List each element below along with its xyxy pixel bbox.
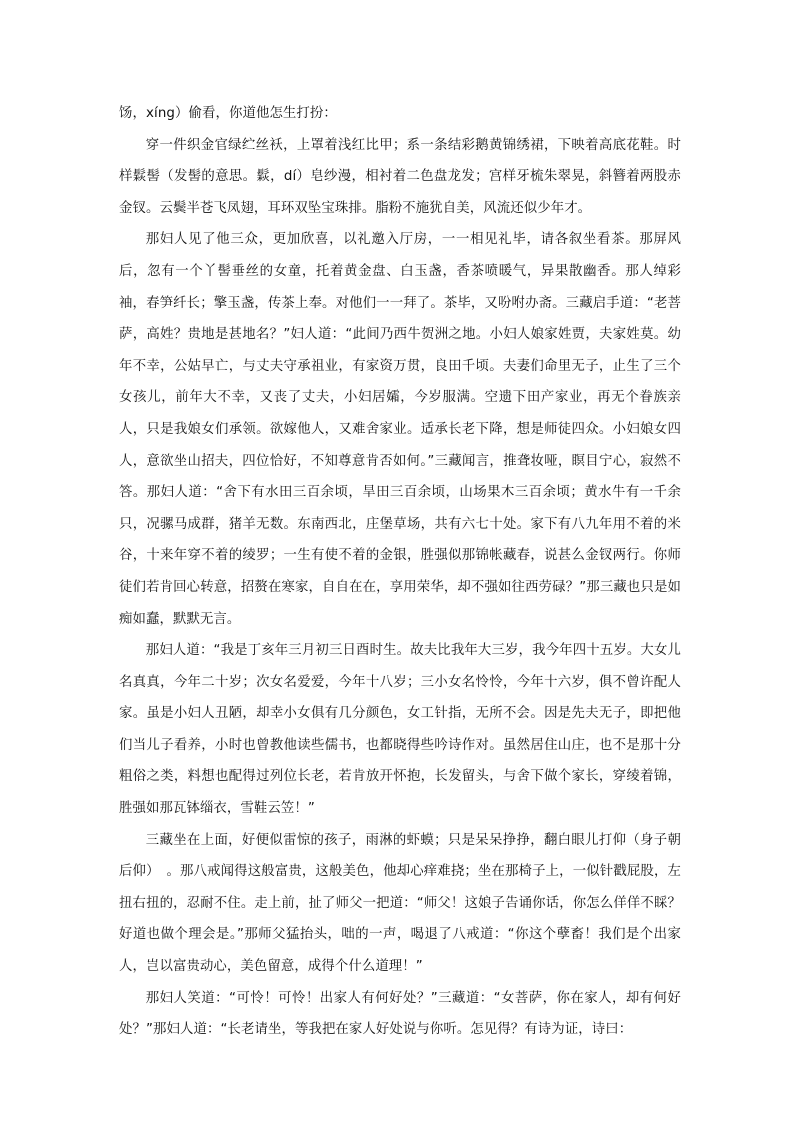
paragraph-4: 三藏坐在上面，好便似雷惊的孩子，雨淋的虾蟆；只是呆呆挣挣，翻白眼儿打仰（身子朝后仰） 。那八戒闻得这般富贵，这般美色，他却心痒难挠；坐在那椅子上，一似针戳屁股，左扭右扭的，忍耐不住。走上前，扯了师父一把道：“师父！这娘子告诵你话，你怎么佯佯不睬？好道也做个理会是。”那师父猛抬头，咄的一声，喝退了八戒道：“你这个孽畜！我们是个出家人，岂以富贵动心，美色留意，成得个什么道理！”	[119, 832, 681, 975]
paragraph-5: 那妇人笑道：“可怜！可怜！出家人有何好处？”三藏道：“女菩萨，你在家人，却有何好处？”那妇人道：“长老请坐，等我把在家人好处说与你听。怎见得？有诗为证，诗曰：	[119, 990, 681, 1038]
document-page	[119, 98, 681, 1046]
paragraph-1-attire-verse: 穿一件织金官绿纻丝袄，上罩着浅红比甲；系一条结彩鹅黄锦绣裙，下映着高底花鞋。时样鬏髻（发髻的意思。鬏，dí）皂纱漫，相衬着二色盘龙发；宫样牙梳朱翠晃，斜簪着两股赤金钗。云鬓半苍飞凤翅，耳环双坠宝珠排。脂粉不施犹自美，风流还似少年才。	[119, 137, 681, 216]
paragraph-3: 那妇人道：“我是丁亥年三月初三日酉时生。故夫比我年大三岁，我今年四十五岁。大女儿名真真，今年二十岁；次女名爱爱，今年十八岁；三小女名怜怜，今年十六岁，俱不曾许配人家。虽是小妇人丑陋，却幸小女俱有几分颜色，女工针指，无所不会。因是先夫无子，即把他们当儿子看养，小时也曾教他读些儒书，也都晓得些吟诗作对。虽然居住山庄，也不是那十分粗俗之类，料想也配得过列位长老，若肯放开怀抱，长发留头，与舍下做个家长，穿绫着锦，胜强如那瓦钵缁衣，雪鞋云笠！”	[119, 643, 681, 817]
paragraph-2: 那妇人见了他三众，更加欣喜，以礼邀入厅房，一一相见礼毕，请各叙坐看茶。那屏风后，忽有一个丫髻垂丝的女童，托着黄金盘、白玉盏，香茶喷暖气，异果散幽香。那人绰彩袖，春笋纤长；擎玉盏，传茶上奉。对他们一一拜了。茶毕，又吩咐办斋。三藏启手道：“老菩萨，高姓？贵地是甚地名？”妇人道：“此间乃西牛贺洲之地。小妇人娘家姓贾，夫家姓莫。幼年不幸，公姑早亡，与丈夫守承祖业，有家资万贯，良田千顷。夫妻们命里无子，止生了三个女孩儿，前年大不幸，又丧了丈夫，小妇居孀，今岁服满。空遗下田产家业，再无个眷族亲人，只是我娘女们承领。欲嫁他人，又难舍家业。适承长老下降，想是师徒四众。小妇娘女四人，意欲坐山招夫，四位恰好，不知尊意肯否如何。”三藏闻言，推聋妆哑，瞑目宁心，寂然不答。那妇人道：“舍下有水田三百余顷，旱田三百余顷，山场果木三百余顷；黄水牛有一千余只，况骡马成群，猪羊无数。东南西北，庄堡草场，共有六七十处。家下有八九年用不着的米谷，十来年穿不着的绫罗；一生有使不着的金银，胜强似那锦帐藏春，说甚么金钗两行。你师徒们若肯回心转意，招赘在寒家，自自在在，享用荣华，却不强如往西劳碌？”那三藏也只是如痴如蠢，默默无言。	[119, 232, 681, 627]
paragraph-0: 饧，xíng）偷看，你道他怎生打扮：	[119, 106, 337, 121]
